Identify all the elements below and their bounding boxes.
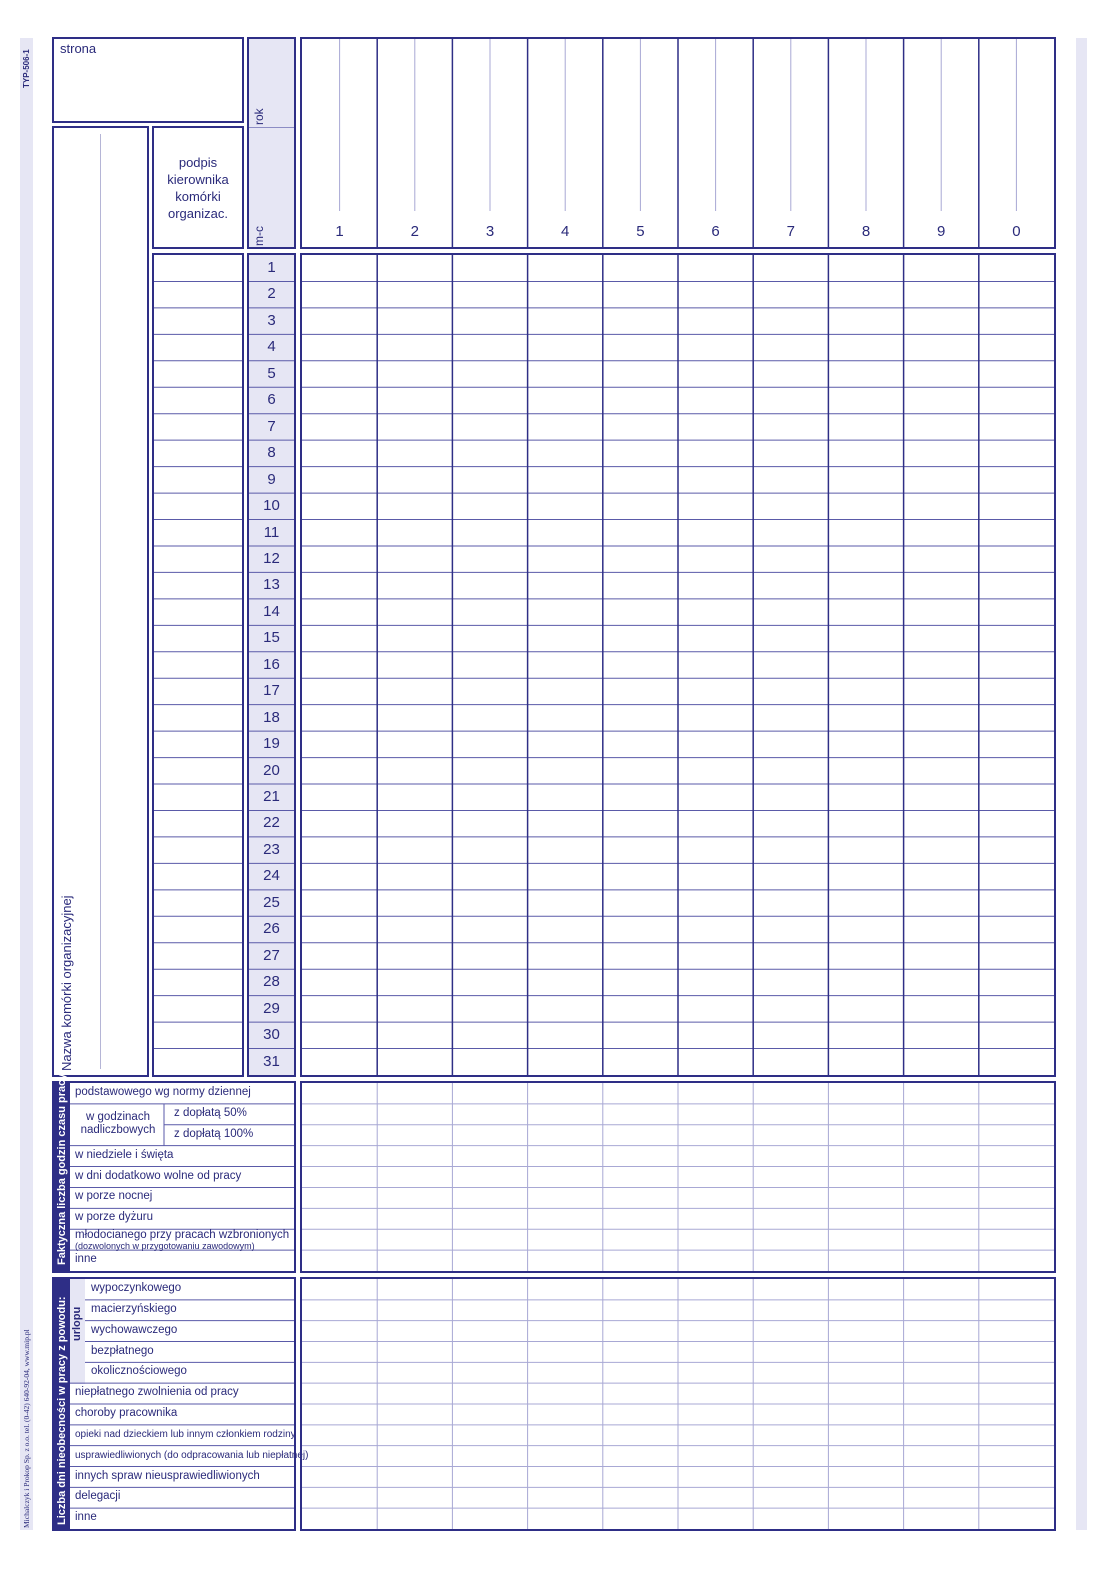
absence-row-label: usprawiedliwionych (do odpracowania lub niepłatnej) — [75, 1449, 309, 1461]
column-header — [300, 37, 1056, 249]
leave-row-label: bezpłatnego — [91, 1344, 154, 1357]
hours-row-label: z dopłatą 100% — [174, 1127, 254, 1140]
absence-title: Liczba dni nieobecności w pracy z powodu: — [56, 1296, 68, 1525]
leave-row-label: macierzyńskiego — [91, 1302, 177, 1315]
signature-label-4: organizac. — [168, 206, 228, 221]
column-number: 0 — [1012, 223, 1021, 240]
page-label: strona — [60, 41, 97, 56]
signature-header — [152, 126, 244, 249]
day-number: 28 — [263, 973, 280, 991]
day-number: 19 — [263, 735, 280, 753]
hours-row-label: młodocianego przy pracach wzbronionych — [75, 1229, 290, 1242]
day-number: 7 — [267, 417, 276, 435]
hours-row-label: podstawowego wg normy dziennej — [75, 1086, 251, 1098]
month-label: m-c — [252, 226, 266, 246]
absence-grid[interactable] — [300, 1277, 1056, 1531]
publisher-imprint: Michalczyk i Prokop Sp. z o.o. tel. (0-42) 640-92-04, www.mip.pl — [22, 1329, 31, 1528]
hours-row-label: inne — [75, 1253, 97, 1266]
absence-row-label: opieki nad dzieckiem lub innym członkiem rodziny — [75, 1428, 296, 1440]
column-number: 8 — [861, 223, 871, 240]
day-number: 22 — [263, 814, 280, 832]
hours-row-label: w niedziele i święta — [75, 1148, 174, 1161]
column-number: 9 — [937, 223, 946, 240]
day-number: 8 — [267, 444, 276, 462]
absence-row-label: delegacji — [75, 1490, 121, 1503]
day-number: 9 — [267, 470, 276, 488]
left-margin-strip — [20, 38, 33, 1530]
absence-labels — [52, 1277, 309, 1531]
day-number: 2 — [267, 285, 276, 303]
column-number: 4 — [561, 223, 570, 240]
day-number: 17 — [263, 682, 280, 700]
day-number: 6 — [267, 391, 276, 409]
day-number: 4 — [267, 338, 276, 356]
day-number: 24 — [263, 867, 280, 885]
signature-label-3: komórki — [175, 189, 221, 204]
leave-row-label: wypoczynkowego — [91, 1282, 182, 1294]
column-number: 5 — [636, 223, 645, 240]
leave-row-label: wychowawczego — [91, 1323, 178, 1336]
hours-row-label: w porze dyżuru — [75, 1211, 153, 1224]
form-code: TYP-506-1 — [22, 49, 31, 88]
day-number-column — [247, 253, 296, 1077]
day-number: 20 — [263, 761, 280, 779]
day-number: 30 — [263, 1026, 280, 1044]
day-number: 12 — [263, 549, 280, 567]
signature-label-2: kierownika — [167, 172, 229, 187]
overtime-label-line: w godzinach — [86, 1110, 150, 1123]
day-number: 16 — [263, 655, 280, 673]
column-number: 2 — [410, 223, 419, 240]
unit-name-box[interactable] — [52, 126, 149, 1077]
day-number: 31 — [263, 1052, 280, 1070]
leave-label: urlopu — [71, 1306, 83, 1341]
day-number: 21 — [263, 788, 280, 806]
day-number: 29 — [263, 999, 280, 1017]
leave-row-label: okolicznościowego — [91, 1365, 187, 1378]
unit-name-label: Nazwa komórki organizacyjnej — [59, 895, 74, 1071]
day-grid[interactable] — [300, 253, 1056, 1077]
column-header-lines — [302, 39, 1054, 247]
absence-row-label: innych spraw nieusprawiedliwionych — [75, 1469, 260, 1482]
hours-grid-lines — [302, 1083, 1054, 1271]
day-number: 5 — [267, 364, 276, 382]
absence-grid-lines — [302, 1279, 1054, 1529]
day-number: 26 — [263, 920, 280, 938]
day-number: 18 — [263, 708, 280, 726]
absence-row-label: niepłatnego zwolnienia od pracy — [75, 1386, 239, 1399]
signature-label-1: podpis — [178, 155, 218, 170]
hours-grid[interactable] — [300, 1081, 1056, 1273]
overtime-label — [72, 1111, 164, 1137]
year-label: rok — [252, 108, 266, 125]
absence-row-label: inne — [75, 1511, 97, 1524]
hours-row-label: z dopłatą 50% — [174, 1106, 247, 1119]
day-grid-lines — [302, 255, 1054, 1075]
column-number: 6 — [711, 223, 720, 240]
youth-note: (dozwolonych w przygotowaniu zawodowym) — [75, 1241, 255, 1252]
column-number: 1 — [335, 223, 344, 240]
day-number: 15 — [263, 629, 280, 647]
day-number: 10 — [263, 497, 280, 515]
unit-name-line — [100, 134, 101, 1069]
absence-row-label: choroby pracownika — [75, 1407, 178, 1419]
right-margin-strip — [1076, 38, 1087, 1530]
column-number: 3 — [485, 223, 495, 240]
hours-title: Faktyczna liczba godzin czasu pracy — [56, 1073, 68, 1265]
hours-row-label: w dni dodatkowo wolne od pracy — [75, 1169, 242, 1182]
day-number: 14 — [263, 602, 280, 620]
column-number: 7 — [786, 223, 795, 240]
day-number: 23 — [263, 840, 280, 858]
hours-row-label: w porze nocnej — [75, 1190, 153, 1203]
day-number: 13 — [263, 576, 280, 594]
day-number: 27 — [263, 946, 280, 964]
day-number: 1 — [267, 259, 276, 276]
hours-labels — [52, 1073, 296, 1273]
overtime-label-line: nadliczbowych — [80, 1123, 156, 1136]
day-number: 11 — [263, 523, 280, 541]
signature-day-lines — [154, 255, 242, 1075]
page-number-box[interactable] — [52, 37, 244, 123]
day-number: 3 — [267, 311, 276, 329]
signature-day-column[interactable] — [152, 253, 244, 1077]
year-month-box — [247, 37, 296, 249]
day-number: 25 — [263, 893, 280, 911]
